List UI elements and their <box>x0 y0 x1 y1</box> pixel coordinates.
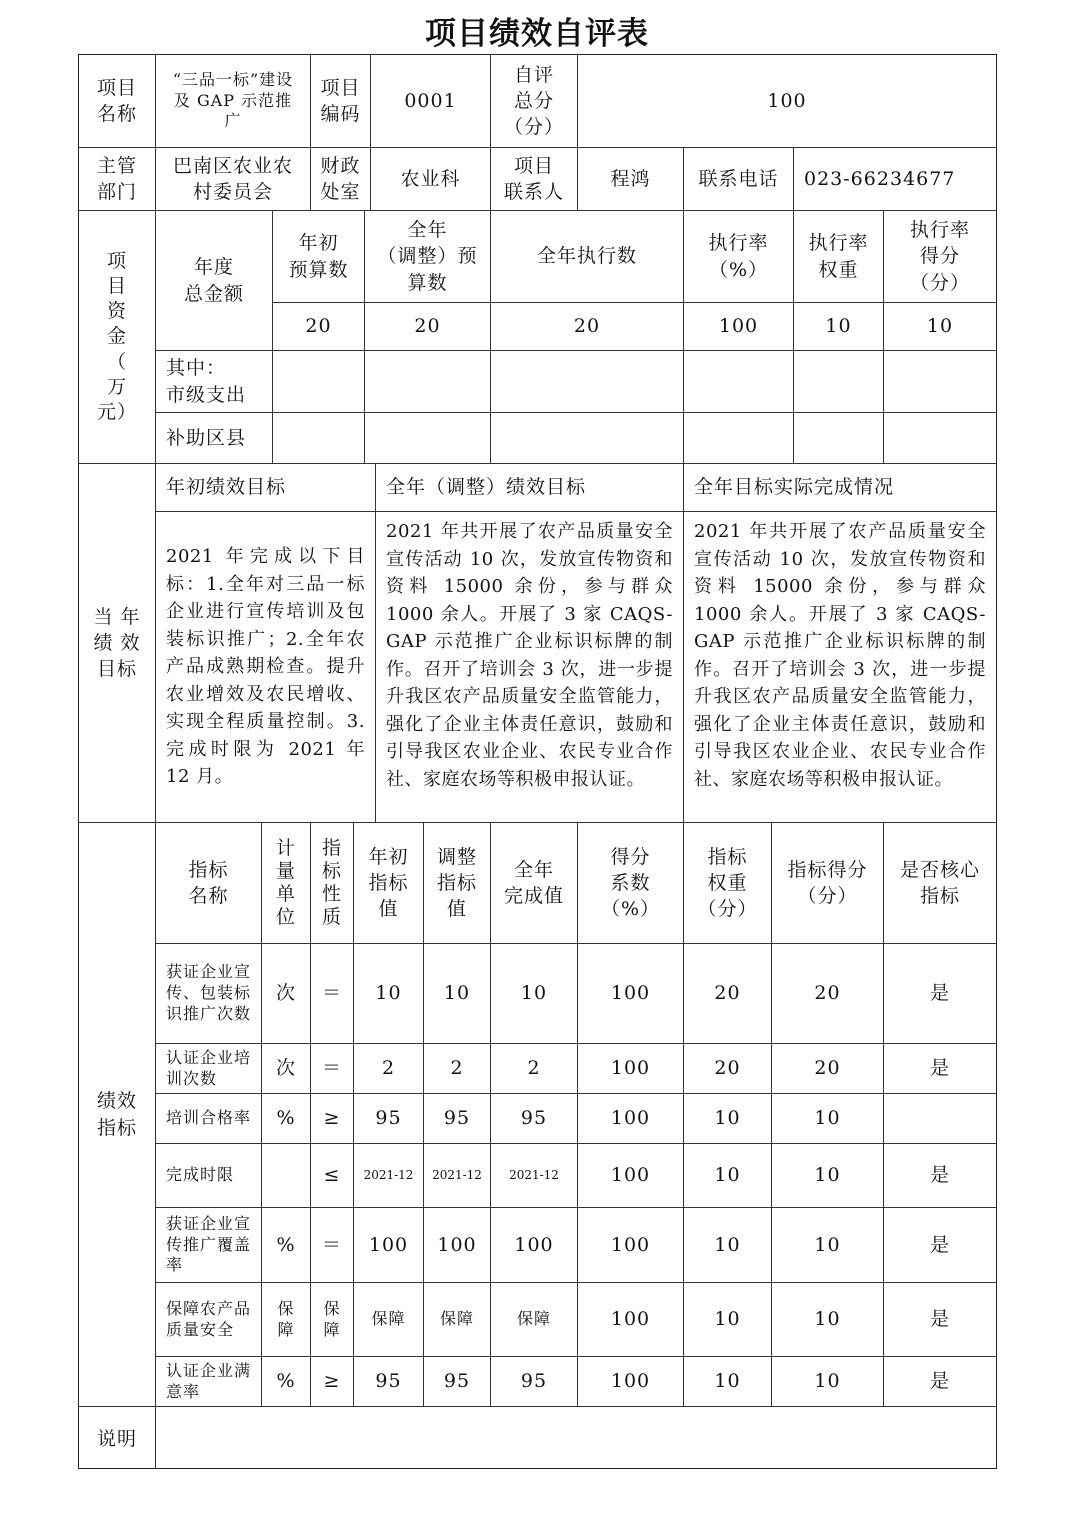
funds-city-cell <box>884 351 996 413</box>
funds-city-cell <box>365 351 491 413</box>
indicators-label: 绩效 指标 <box>79 823 156 1407</box>
goals-adjusted-text: 2021 年共开展了农产品质量安全宣传活动 10 次，发放宣传物资和资料 15000 余份，参与群众 1000 余人。开展了 3 家 CAQS-GAP 示范推广企业标识标牌的制作。召开了培训会 3 次，进一步提升我区农产品质量安全监管能力，强化了企业主体责任意识，鼓励和引导我区农业企业、农民专业合作社、家庭农场等积极申报认证。 <box>376 512 684 823</box>
indicator-weight: 10 <box>684 1357 772 1407</box>
funds-rate-value: 100 <box>684 303 794 351</box>
funds-header-weight: 执行率 权重 <box>794 211 884 303</box>
indicator-name: 认证企业满意率 <box>156 1357 262 1407</box>
ind-header-name: 指标 名称 <box>156 823 262 944</box>
indicator-coef: 100 <box>578 1094 684 1144</box>
indicator-nature: ≤ <box>311 1144 354 1208</box>
indicator-nature: ＝ <box>311 1044 354 1094</box>
indicator-score: 10 <box>772 1283 884 1357</box>
page-title: 项目绩效自评表 <box>425 16 649 52</box>
indicator-actual: 100 <box>491 1208 578 1283</box>
indicator-adjusted: 2 <box>424 1044 491 1094</box>
funds-header-rate: 执行率 （%） <box>684 211 794 303</box>
evaluation-table <box>78 54 997 1469</box>
indicator-name: 培训合格率 <box>156 1094 262 1144</box>
indicator-name: 完成时限 <box>156 1144 262 1208</box>
indicator-adjusted: 100 <box>424 1208 491 1283</box>
funds-initial-value: 20 <box>273 303 365 351</box>
project-code-label: 项目 编码 <box>311 55 371 148</box>
indicator-weight: 10 <box>684 1283 772 1357</box>
indicator-name: 获证企业宣传、包装标识推广次数 <box>156 944 262 1044</box>
funds-city-cell <box>273 351 365 413</box>
funds-county-cell <box>794 413 884 464</box>
indicator-nature: ≥ <box>311 1094 354 1144</box>
indicator-nature: ≥ <box>311 1357 354 1407</box>
funds-city-label: 其中： 市级支出 <box>156 351 273 413</box>
phone-label: 联系电话 <box>684 148 794 211</box>
indicator-initial: 10 <box>354 944 424 1044</box>
indicator-nature: ＝ <box>311 1208 354 1283</box>
ind-header-unit: 计 量 单 位 <box>262 823 311 944</box>
indicator-actual: 10 <box>491 944 578 1044</box>
funds-weight-value: 10 <box>794 303 884 351</box>
project-name-label: 项目 名称 <box>79 55 156 148</box>
indicator-weight: 10 <box>684 1144 772 1208</box>
indicator-core: 是 <box>884 1208 996 1283</box>
indicator-name: 认证企业培训次数 <box>156 1044 262 1094</box>
indicator-score: 20 <box>772 944 884 1044</box>
indicator-weight: 20 <box>684 1044 772 1094</box>
ind-header-score: 指标得分 （分） <box>772 823 884 944</box>
indicator-coef: 100 <box>578 1044 684 1094</box>
indicator-unit <box>262 1144 311 1208</box>
goals-label: 当 年 绩 效 目标 <box>79 464 156 823</box>
dept-label: 主管 部门 <box>79 148 156 211</box>
indicator-actual: 95 <box>491 1094 578 1144</box>
dept-name: 巴南区农业农村委员会 <box>156 148 311 211</box>
indicator-initial: 2 <box>354 1044 424 1094</box>
funds-executed-value: 20 <box>491 303 684 351</box>
funds-county-cell <box>491 413 684 464</box>
indicator-adjusted: 95 <box>424 1094 491 1144</box>
indicator-core: 是 <box>884 1044 996 1094</box>
finance-office: 农业科 <box>371 148 491 211</box>
indicator-coef: 100 <box>578 1208 684 1283</box>
indicator-unit: % <box>262 1208 311 1283</box>
goals-header-actual: 全年目标实际完成情况 <box>684 464 996 512</box>
ind-header-core: 是否核心 指标 <box>884 823 996 944</box>
contact-label: 项目 联系人 <box>491 148 578 211</box>
indicator-initial: 95 <box>354 1357 424 1407</box>
indicator-adjusted: 10 <box>424 944 491 1044</box>
project-code: 0001 <box>371 55 491 148</box>
funds-header-total: 年度 总金额 <box>156 211 273 351</box>
indicator-adjusted: 保障 <box>424 1283 491 1357</box>
indicator-unit: 次 <box>262 1044 311 1094</box>
notes-content <box>156 1407 996 1468</box>
self-score: 100 <box>578 55 996 148</box>
indicator-weight: 10 <box>684 1208 772 1283</box>
funds-header-executed: 全年执行数 <box>491 211 684 303</box>
indicator-coef: 100 <box>578 944 684 1044</box>
indicator-weight: 10 <box>684 1094 772 1144</box>
indicator-unit: 次 <box>262 944 311 1044</box>
ind-header-actual: 全年 完成值 <box>491 823 578 944</box>
indicator-initial: 保障 <box>354 1283 424 1357</box>
ind-header-adjusted: 调整 指标 值 <box>424 823 491 944</box>
goals-actual-text: 2021 年共开展了农产品质量安全宣传活动 10 次，发放宣传物资和资料 15000 余份，参与群众 1000 余人。开展了 3 家 CAQS-GAP 示范推广企业标识标牌的制作。召开了培训会 3 次，进一步提升我区农产品质量安全监管能力，强化了企业主体责任意识，鼓励和引导我区农业企业、农民专业合作社、家庭农场等积极申报认证。 <box>684 512 996 823</box>
indicator-score: 10 <box>772 1094 884 1144</box>
indicator-weight: 20 <box>684 944 772 1044</box>
goals-initial-text: 2021 年完成以下目标：1.全年对三品一标企业进行宣传培训及包装标识推广；2.全年农产品成熟期检查。提升农业增效及农民增收、实现全程质量控制。3.完成时限为 2021 年 12 月。 <box>156 512 376 823</box>
funds-county-cell <box>684 413 794 464</box>
indicator-core: 是 <box>884 944 996 1044</box>
indicator-unit: % <box>262 1357 311 1407</box>
indicator-core: 是 <box>884 1357 996 1407</box>
ind-header-initial: 年初 指标 值 <box>354 823 424 944</box>
indicator-score: 10 <box>772 1144 884 1208</box>
funds-county-cell <box>273 413 365 464</box>
indicator-unit: 保障 <box>262 1283 311 1357</box>
indicator-score: 20 <box>772 1044 884 1094</box>
indicator-adjusted: 95 <box>424 1357 491 1407</box>
indicator-initial: 100 <box>354 1208 424 1283</box>
indicator-name: 保障农产品质量安全 <box>156 1283 262 1357</box>
project-name: “三品一标”建设及 GAP 示范推广 <box>156 55 311 148</box>
indicator-nature: 保障 <box>311 1283 354 1357</box>
indicator-core <box>884 1094 996 1144</box>
funds-city-cell <box>491 351 684 413</box>
indicator-score: 10 <box>772 1357 884 1407</box>
funds-city-cell <box>794 351 884 413</box>
funds-header-score: 执行率 得分 （分） <box>884 211 996 303</box>
indicator-actual: 保障 <box>491 1283 578 1357</box>
funds-adjusted-value: 20 <box>365 303 491 351</box>
notes-label: 说明 <box>79 1407 156 1468</box>
phone-number: 023-66234677 <box>794 148 996 211</box>
indicator-coef: 100 <box>578 1144 684 1208</box>
indicator-initial: 95 <box>354 1094 424 1144</box>
indicator-actual: 95 <box>491 1357 578 1407</box>
funds-header-initial: 年初 预算数 <box>273 211 365 303</box>
indicator-nature: ＝ <box>311 944 354 1044</box>
indicator-coef: 100 <box>578 1357 684 1407</box>
funds-label: 项 目 资 金 （ 万 元） <box>79 211 156 464</box>
indicator-actual: 2021-12 <box>491 1144 578 1208</box>
ind-header-nature: 指 标 性 质 <box>311 823 354 944</box>
funds-header-adjusted: 全年 （调整）预 算数 <box>365 211 491 303</box>
indicator-core: 是 <box>884 1144 996 1208</box>
funds-city-cell <box>684 351 794 413</box>
indicator-unit: % <box>262 1094 311 1144</box>
contact-name: 程鸿 <box>578 148 684 211</box>
indicator-coef: 100 <box>578 1283 684 1357</box>
funds-county-label: 补助区县 <box>156 413 273 464</box>
funds-county-cell <box>884 413 996 464</box>
goals-header-initial: 年初绩效目标 <box>156 464 376 512</box>
ind-header-weight: 指标 权重 （分） <box>684 823 772 944</box>
self-score-label: 自评 总分 （分） <box>491 55 578 148</box>
indicator-initial: 2021-12 <box>354 1144 424 1208</box>
funds-score-value: 10 <box>884 303 996 351</box>
ind-header-coef: 得分 系数 （%） <box>578 823 684 944</box>
indicator-score: 10 <box>772 1208 884 1283</box>
finance-office-label: 财政 处室 <box>311 148 371 211</box>
indicator-name: 获证企业宣传推广覆盖率 <box>156 1208 262 1283</box>
funds-county-cell <box>365 413 491 464</box>
indicator-actual: 2 <box>491 1044 578 1094</box>
indicator-core: 是 <box>884 1283 996 1357</box>
indicator-adjusted: 2021-12 <box>424 1144 491 1208</box>
goals-header-adjusted: 全年（调整）绩效目标 <box>376 464 684 512</box>
